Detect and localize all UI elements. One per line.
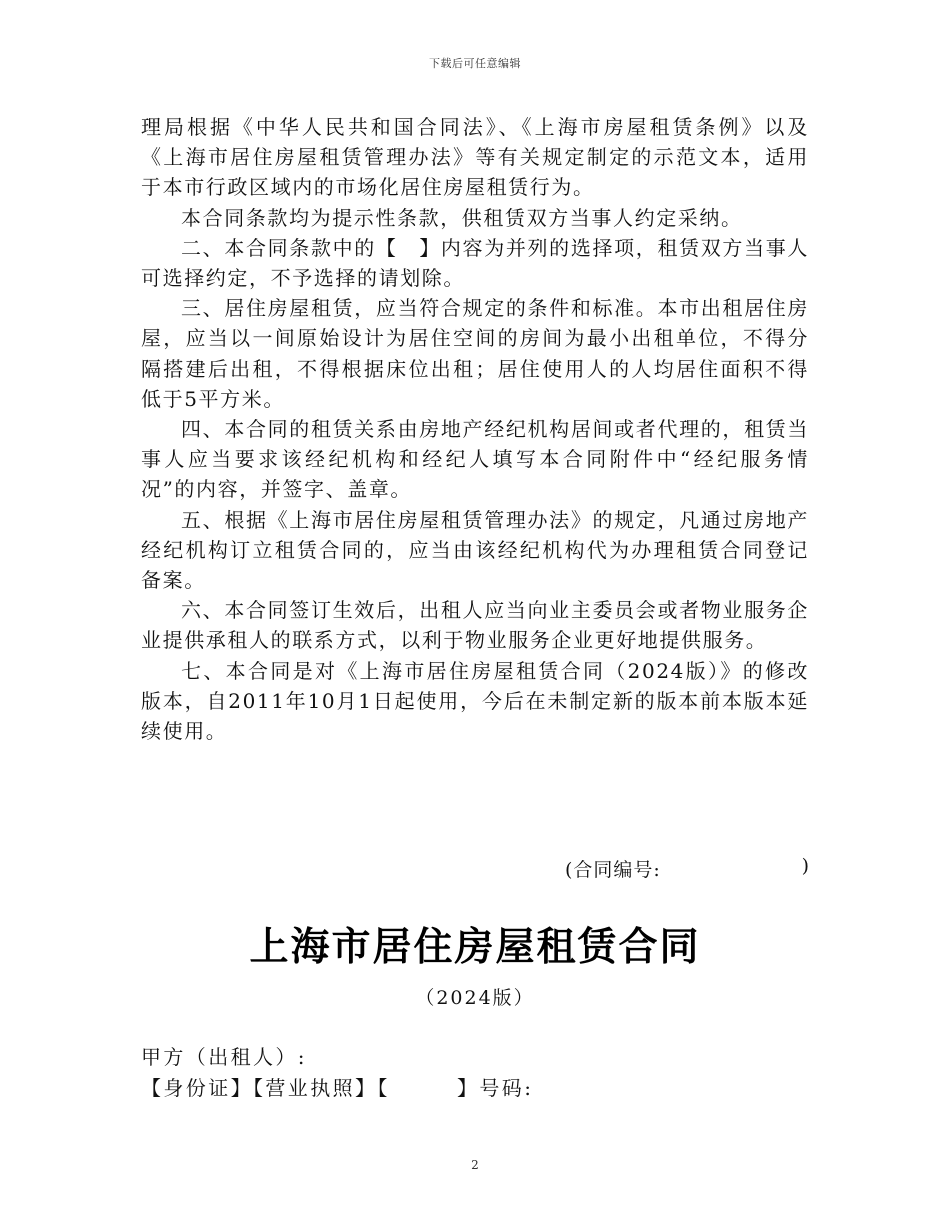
- paragraph-1: 本合同条款均为提示性条款，供租赁双方当事人约定采纳。: [181, 205, 743, 230]
- party-a-label: 甲方（出租人）:: [141, 1045, 307, 1069]
- contract-number-field: [565, 855, 810, 882]
- paragraph-intro: 理局根据《中华人民共和国合同法》、《上海市房屋租赁条例》以及《上海市居住房屋租赁管理办法》等有关规定制定的示范文本，适用于本市行政区域内的市场化居住房屋租赁行为。: [141, 115, 809, 200]
- page-number: 2: [471, 1158, 479, 1172]
- contract-number-close: ): [801, 855, 810, 877]
- party-a-id-options: 【身份证】【营业执照】【 】号码:: [141, 1076, 534, 1100]
- paragraph-2: 二、本合同条款中的【 】内容为并列的选择项，租赁双方当事人可选择约定，不予选择的请划除。: [141, 235, 809, 291]
- instructions-body: [141, 112, 809, 746]
- document-title: 上海市居住房屋租赁合同: [249, 925, 701, 970]
- party-a-block: [141, 1042, 533, 1104]
- paragraph-6: 六、本合同签订生效后，出租人应当向业主委员会或者物业服务企业提供承租人的联系方式，以利于物业服务企业更好地提供服务。: [141, 598, 809, 653]
- contract-number-label: (合同编号:: [565, 859, 661, 881]
- paragraph-4: 四、本合同的租赁关系由房地产经纪机构居间或者代理的，租赁当事人应当要求该经纪机构和经纪人填写本合同附件中“经纪服务情况”的内容，并签字、盖章。: [141, 417, 809, 502]
- document-edition: （2024版）: [415, 987, 535, 1009]
- paragraph-3: 三、居住房屋租赁，应当符合规定的条件和标准。本市出租居住房屋，应当以一间原始设计为居住空间的房间为最小出租单位，不得分隔搭建后出租，不得根据床位出租；居住使用人的人均居住面积不得低于5平方米。: [141, 296, 809, 411]
- paragraph-5: 五、根据《上海市居住房屋租赁管理办法》的规定，凡通过房地产经纪机构订立租赁合同的，应当由该经纪机构代为办理租赁合同登记备案。: [141, 507, 809, 593]
- paragraph-7: 七、本合同是对《上海市居住房屋租赁合同（2024版）》的修改版本，自2011年10月1日起使用，今后在未制定新的版本前本版本延续使用。: [141, 658, 809, 744]
- page-header-note: 下载后可任意编辑: [429, 57, 521, 70]
